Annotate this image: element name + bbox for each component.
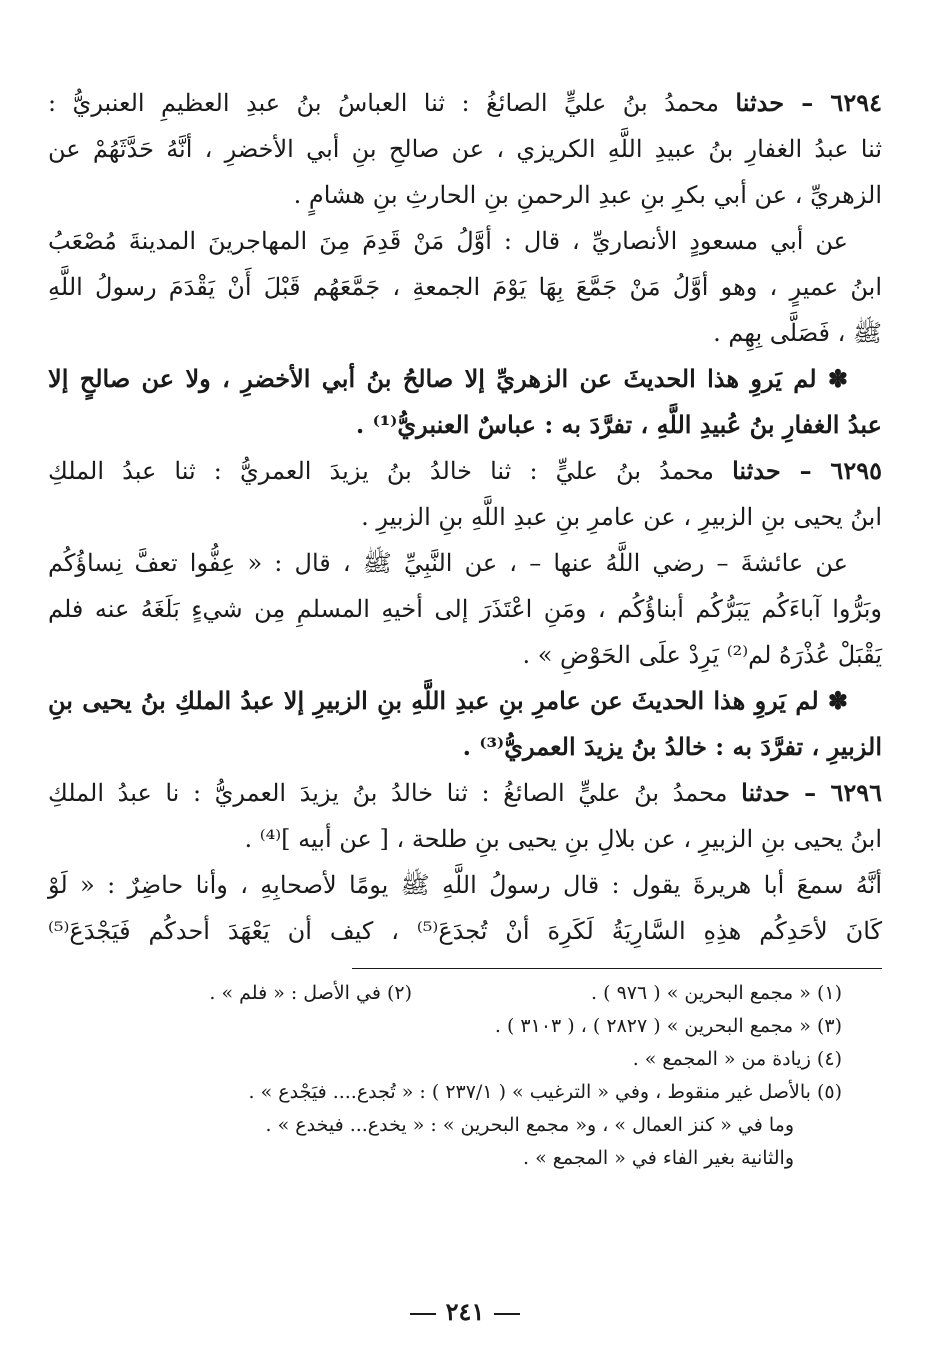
hadith-6295-isnad-1: محمدُ بنُ عليٍّ : ثنا خالدُ بنُ يزيدَ العمريُّ : ثنا عبدُ الملكِ	[48, 457, 714, 485]
hadith-6294-comment-2: عبدُ الغفارِ بنُ عُبيدِ اللَّهِ ، تفرَّدَ به : عباسٌ العنبريُّ⁽¹⁾ .	[355, 410, 882, 439]
hadith-6295-comment-2: الزبيرِ ، تفرَّدَ به : خالدُ بنُ يزيدَ العمريُّ⁽³⁾ .	[462, 732, 882, 761]
hadith-6296-line-3: أنَّهُ سمعَ أبا هريرةَ يقول : قال رسولُ اللَّهِ ﷺ يومًا لأصحابِهِ ، وأنا حاضِرٌ : « لَوْ	[48, 871, 882, 899]
footnote-5-cont-2: والثانية بغير الفاء في « المجمع » .	[523, 1147, 794, 1169]
hadith-6295-comment-1: ✽ لم يَروِ هذا الحديثَ عن عامرِ بنِ عبدِ اللَّهِ بنِ الزبيرِ إلا عبدُ الملكِ بنُ يحيى بنِ	[48, 686, 848, 715]
hadith-6294-line-2: ثنا عبدُ الغفارِ بنُ عبيدِ اللَّهِ الكريزي ، عن صالحِ بنِ أبي الأخضرِ ، أنَّهُ حَدَّثَهُمْ عن	[48, 135, 882, 163]
footnote-row-1	[48, 977, 882, 1010]
footnote-5-cont-1: وما في « كنز العمال » ، و« مجمع البحرين » : « يخدع... فيخدع » .	[265, 1114, 794, 1136]
hadith-6294-line-5: ابنُ عميرٍ ، وهو أوَّلُ مَنْ جَمَّعَ بِهَا يَوْمَ الجمعةِ ، جَمَّعَهُم قَبْلَ أَنْ يَقْدَمَ رسولُ اللَّهِ	[48, 273, 882, 301]
page-number	[0, 1297, 930, 1326]
hadith-6294-line-6: ﷺ ، فَصَلَّى بِهِم .	[713, 319, 882, 347]
footnote-2: (٢) في الأصل : « فلم » .	[209, 982, 412, 1004]
hadith-6294-line-4: عن أبي مسعودٍ الأنصاريِّ ، قال : أوَّلُ مَنْ قَدِمَ مِنَ المهاجرينَ المدينةَ مُصْعَبُ	[48, 227, 848, 255]
footnote-1: (١) « مجمع البحرين » ( ٩٧٦ ) .	[591, 982, 842, 1004]
hadith-6295-line-3: عن عائشةَ – رضي اللَّهُ عنها – ، عن النَّبِيِّ ﷺ ، قال : « عِفُّوا تعفَّ نِساؤُكُم	[48, 549, 848, 577]
page-number-dash-right	[494, 1313, 520, 1315]
hadith-6294-isnad-1: محمدُ بنُ عليٍّ الصائغُ : ثنا العباسُ بنُ عبدِ العظيمِ العنبريُّ :	[48, 89, 719, 117]
hadith-6294-line-3: الزهريِّ ، عن أبي بكرِ بنِ عبدِ الرحمنِ بنِ الحارثِ بنِ هشامٍ .	[293, 181, 882, 209]
page-number-value: ٢٤١	[445, 1297, 485, 1326]
hadith-6294-number: ٦٢٩٤ – حدثنا	[735, 88, 882, 117]
hadith-6296-number: ٦٢٩٦ – حدثنا	[741, 778, 882, 807]
hadith-6294-line-1	[48, 80, 882, 126]
hadith-6296-line-4: كَانَ لأحَدِكُم هذِهِ السَّارِيَةُ لَكَرِهَ أنْ تُجدَعَ⁽⁵⁾ ، كيف أن يَعْهَدَ أحدكُم فَيَجْدَعَ⁽⁵⁾	[48, 917, 883, 945]
hadith-6296-isnad-1: محمدُ بنُ عليٍّ الصائغُ : ثنا خالدُ بنُ يزيدَ العمريُّ : نا عبدُ الملكِ	[48, 779, 728, 807]
hadith-6295-number: ٦٢٩٥ – حدثنا	[732, 456, 882, 485]
footnote-divider	[352, 968, 882, 969]
hadith-6295-line-2: ابنُ يحيى بنِ الزبيرِ ، عن عامرِ بنِ عبدِ اللَّهِ بنِ الزبيرِ .	[361, 503, 882, 531]
footnote-5: (٥) بالأصل غير منقوط ، وفي « الترغيب » ( ٢٣٧/١ ) : « تُجدع.... فيَجْدع » .	[248, 1081, 842, 1103]
page-body	[48, 80, 882, 1175]
hadith-6296-line-1	[48, 770, 882, 816]
hadith-6295-line-4: وبَرُّوا آباءَكُم يَبَرُّكُم أبناؤُكُم ، ومَنِ اعْتَذَرَ إلى أخيهِ المسلمِ مِن شيءٍ بَلَغَهُ عنه فلم	[48, 595, 882, 623]
hadith-6295-line-5: يَقْبَلْ عُذْرَهُ لم⁽²⁾ يَرِدْ علَى الحَوْضِ » .	[522, 641, 882, 669]
hadith-6296-line-2: ابنُ يحيى بنِ الزبيرِ ، عن بلالِ بنِ يحيى بنِ طلحة ، [ عن أبيه ]⁽⁴⁾ .	[244, 825, 882, 853]
hadith-6294-comment-1: ✽ لم يَروِ هذا الحديثَ عن الزهريِّ إلا صالحُ بنُ أبي الأخضرِ ، ولا عن صالحٍ إلا	[48, 364, 848, 393]
page-number-dash-left	[410, 1313, 436, 1315]
hadith-6295-line-1	[48, 448, 882, 494]
footnote-4: (٤) زيادة من « المجمع » .	[632, 1048, 842, 1070]
footnote-3: (٣) « مجمع البحرين » ( ٢٨٢٧ ) ، ( ٣١٠٣ ) .	[494, 1015, 842, 1037]
